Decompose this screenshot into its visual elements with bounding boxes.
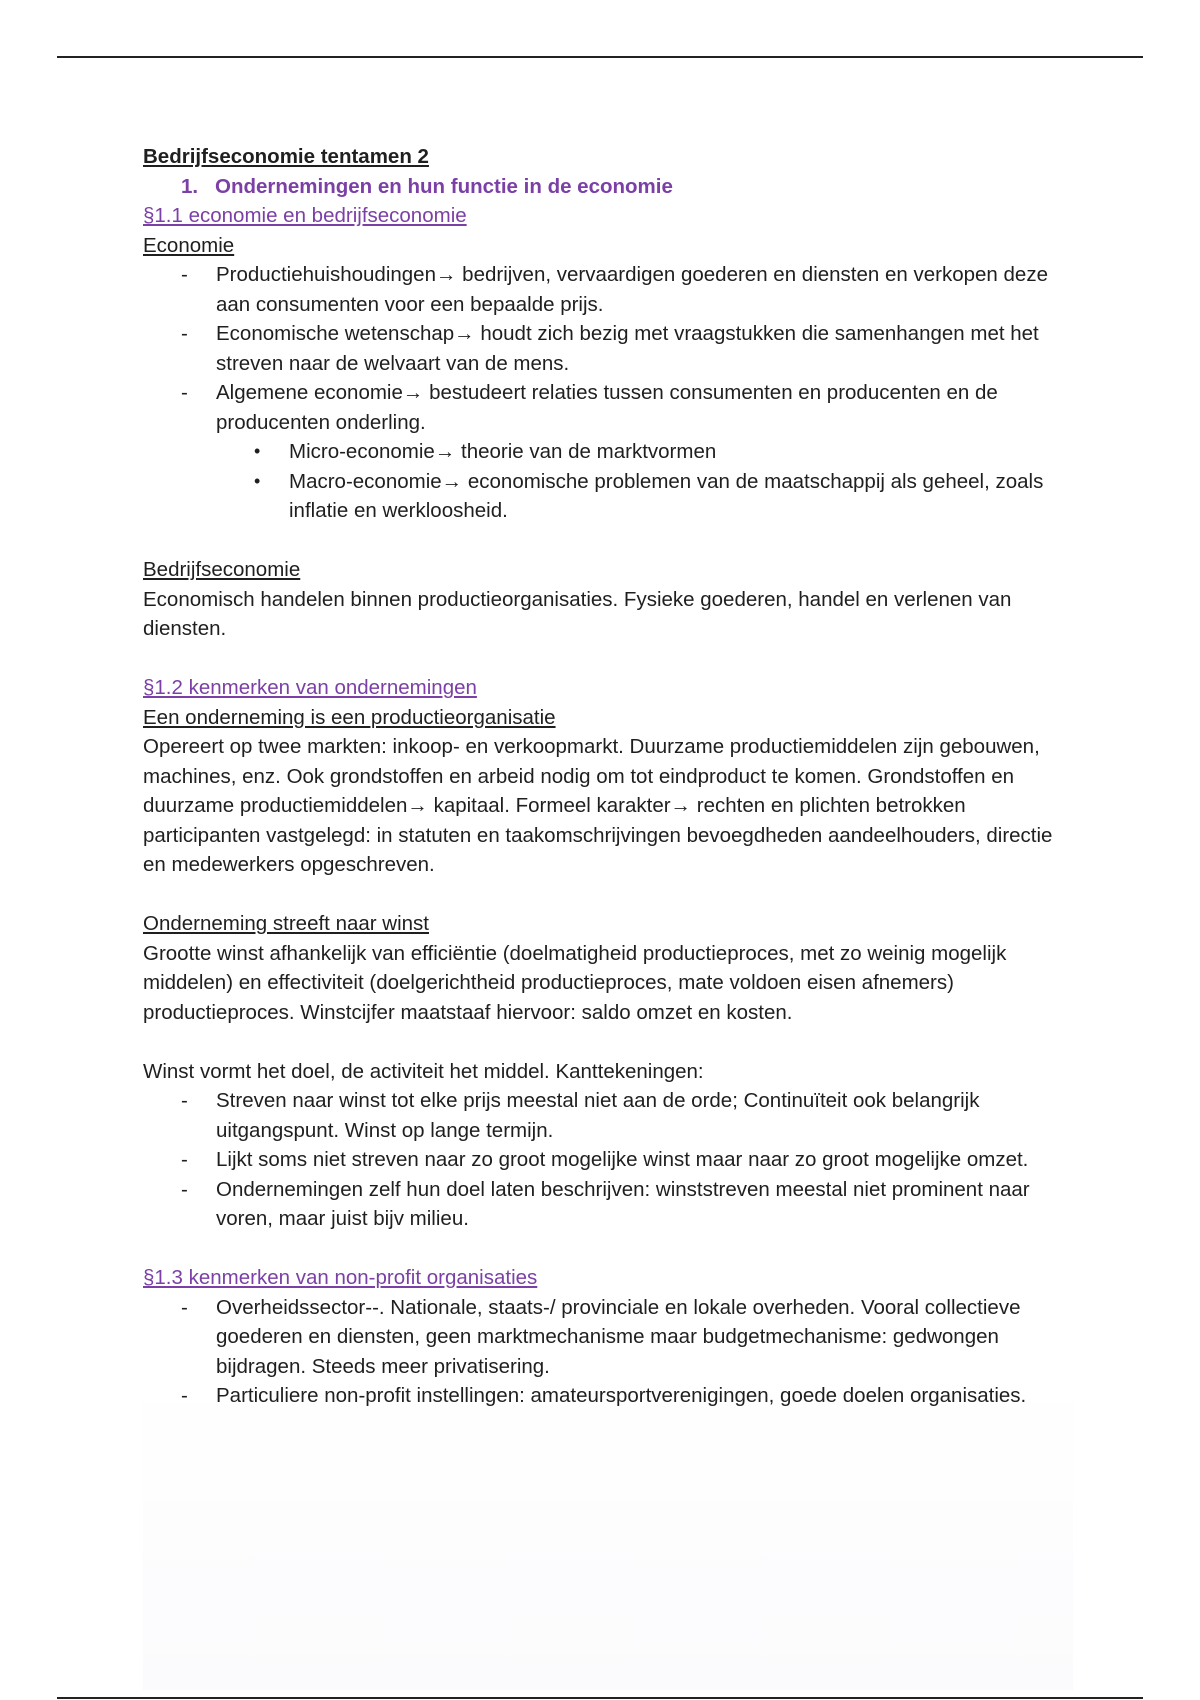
list-item (143, 1086, 1073, 1145)
document-title: Bedrijfseconomie tentamen 2 (143, 145, 429, 168)
sublist-item-text: Micro-economie→ theorie van de marktvormen (289, 440, 717, 463)
list-item-text: Lijkt soms niet streven naar zo groot mogelijke winst maar naar zo groot mogelijke omzet. (216, 1148, 1029, 1171)
bullet-icon: • (254, 470, 261, 491)
list-item-text: Economische wetenschap→ houdt zich bezig met vraagstukken die samenhangen met het streven naar de welvaart van de mens. (216, 322, 1039, 375)
economie-list (143, 260, 1073, 526)
kanttekeningen-list (143, 1086, 1073, 1234)
list-item-text: Particuliere non-profit instellingen: amateursportverenigingen, goede doelen organisaties. (216, 1384, 1027, 1407)
spacer (143, 526, 1073, 556)
section-heading-1-1: §1.1 economie en bedrijfseconomie (143, 204, 467, 227)
list-item (143, 260, 1073, 319)
dash-marker: - (181, 263, 188, 286)
subheading-winst: Onderneming streeft naar winst (143, 912, 429, 935)
header-rule (57, 56, 1143, 58)
non-profit-list (143, 1293, 1073, 1411)
sublist-item-text: Macro-economie→ economische problemen van de maatschappij als geheel, zoals inflatie en werkloosheid. (289, 469, 1044, 522)
paragraph-bedrijfseconomie: Economisch handelen binnen productieorganisaties. Fysieke goederen, handel en verlenen van diensten. (143, 587, 1012, 640)
dash-marker: - (181, 1384, 188, 1407)
footer-rule (57, 1697, 1143, 1699)
list-item-text: Ondernemingen zelf hun doel laten beschrijven: winststreven meestal niet prominent naar voren, maar juist bijv milieu. (216, 1177, 1030, 1230)
subheading-economie: Economie (143, 233, 235, 257)
chapter-heading (143, 172, 1073, 202)
list-item-text: Streven naar winst tot elke prijs meestal niet aan de orde; Continuïteit ook belangrijk uitgangspunt. Winst op lange termijn. (216, 1089, 980, 1142)
section-heading-1-3: §1.3 kenmerken van non-profit organisaties (143, 1266, 538, 1289)
list-item-text: Algemene economie→ bestudeert relaties tussen consumenten en producenten en de producenten onderling. (216, 381, 998, 434)
paragraph-productieorganisatie: Opereert op twee markten: inkoop- en verkoopmarkt. Duurzame productiemiddelen zijn gebouwen, machines, enz. Ook grondstoffen en arbeid nodig om tot eindproduct te komen. Grondstoffen en duurzame productiemiddelen→ kapitaal. Formeel karakter→ rechten en plichten betrokken participanten vastgelegd: in statuten en taakomschrijvingen bevoegdheden aandeelhouders, directie en medewerkers opgeschreven. (143, 735, 1053, 876)
economie-sublist (143, 437, 1073, 526)
spacer (143, 1027, 1073, 1057)
dash-marker: - (181, 1148, 188, 1171)
list-item-text: Productiehuishoudingen→ bedrijven, vervaardigen goederen en diensten en verkopen deze aan consumenten voor een bepaalde prijs. (216, 263, 1048, 316)
sublist-item (216, 437, 1073, 467)
list-item (143, 1293, 1073, 1382)
spacer (143, 880, 1073, 910)
spacer (143, 644, 1073, 674)
subheading-productieorganisatie: Een onderneming is een productieorganisatie (143, 705, 556, 729)
document-body (143, 142, 1073, 1411)
paragraph-winst: Grootte winst afhankelijk van efficiëntie (doelmatigheid productieproces, met zo weinig mogelijk middelen) en effectiviteit (doelgerichtheid productieproces, mate voldoen eisen afnemers) productieproces. Winstcijfer maatstaaf hiervoor: saldo omzet en kosten. (143, 941, 1007, 1024)
dash-marker: - (181, 322, 188, 345)
dash-marker: - (181, 381, 188, 404)
list-item (143, 1145, 1073, 1175)
dash-marker: - (181, 1295, 188, 1319)
section-heading-1-2: §1.2 kenmerken van ondernemingen (143, 676, 477, 699)
list-item (143, 378, 1073, 526)
chapter-number: 1. (181, 174, 199, 198)
list-item-text: Overheidssector--. Nationale, staats-/ provinciale en lokale overheden. Vooral collectieve goederen en diensten, geen marktmechanisme maar budgetmechanisme: gedwongen bijdragen. Steeds meer privatisering. (216, 1295, 1021, 1378)
paragraph-kanttekeningen: Winst vormt het doel, de activiteit het middel. Kanttekeningen: (143, 1059, 704, 1083)
list-item (143, 319, 1073, 378)
sublist-item (216, 467, 1073, 526)
page-shade (143, 1370, 1073, 1690)
list-item (143, 1175, 1073, 1234)
subheading-bedrijfseconomie: Bedrijfseconomie (143, 558, 301, 581)
spacer (143, 1234, 1073, 1264)
list-item (143, 1381, 1073, 1411)
dash-marker: - (181, 1177, 188, 1201)
chapter-title: Ondernemingen en hun functie in de economie (215, 174, 673, 198)
bullet-icon: • (254, 441, 261, 461)
dash-marker: - (181, 1089, 188, 1112)
